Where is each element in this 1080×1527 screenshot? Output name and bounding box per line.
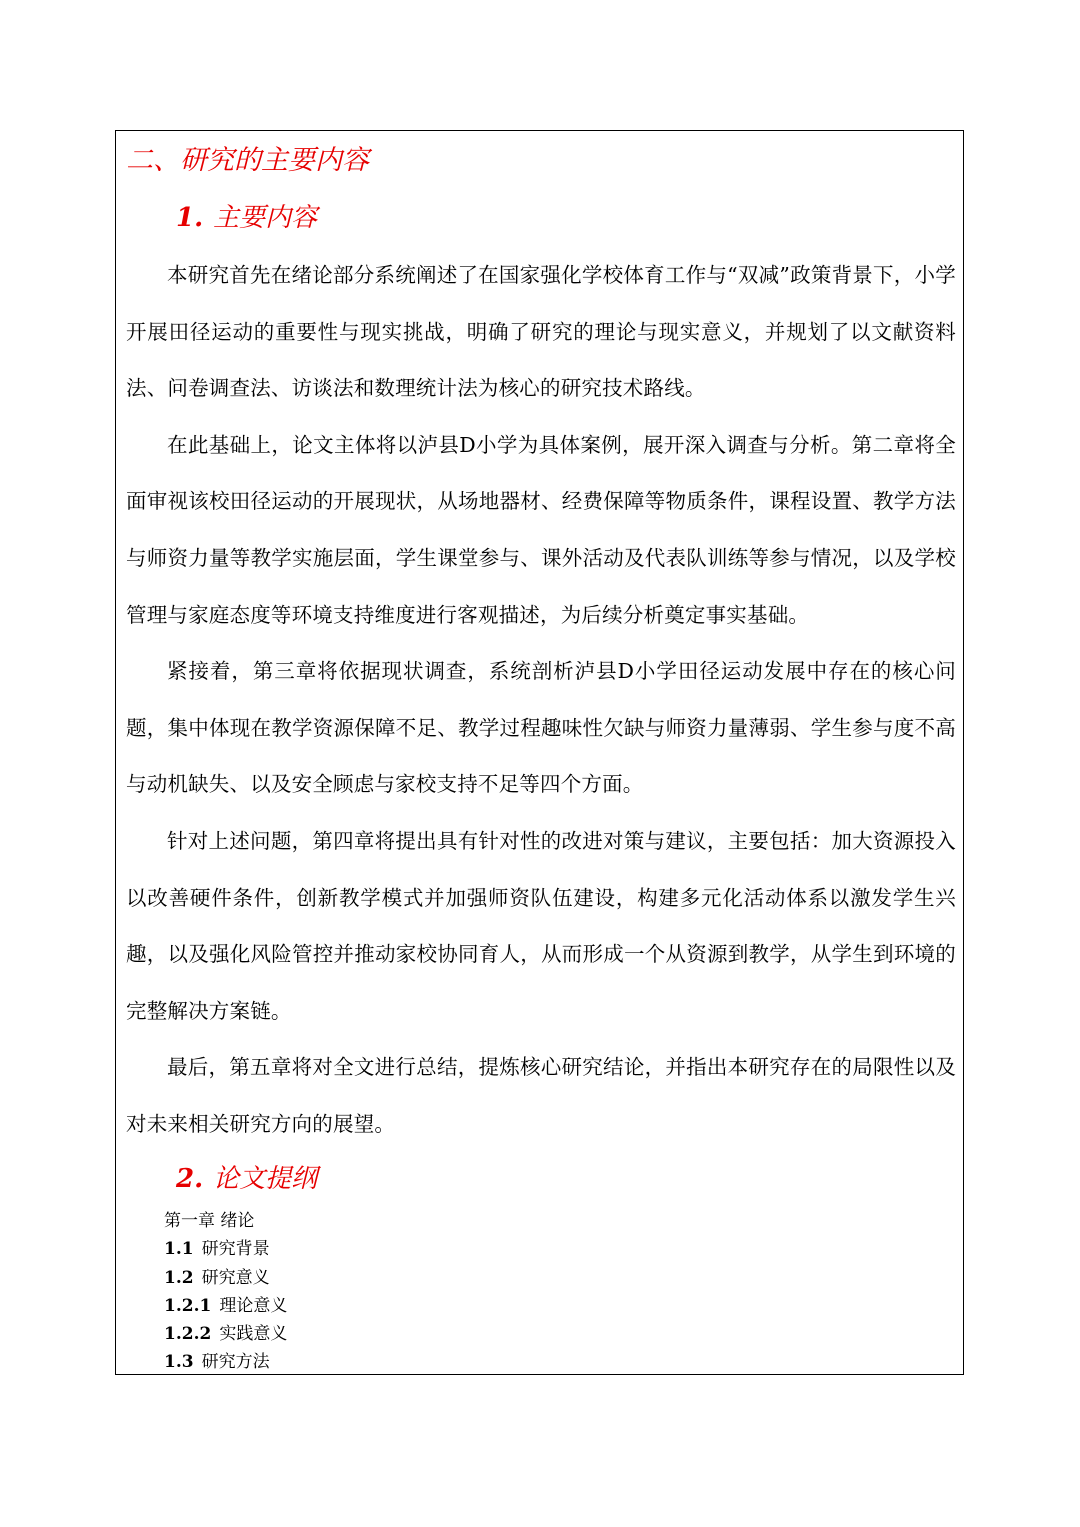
outline-item: [164, 1348, 287, 1376]
paragraph-chapter-four: 针对上述问题，第四章将提出具有针对性的改进对策与建议，主要包括：加大资源投入以改善硬件条件，创新教学模式并加强师资队伍建设，构建多元化活动体系以激发学生兴趣，以及强化风险管控并推动家校协同育人，从而形成一个从资源到教学，从学生到环境的完整解决方案链。: [126, 828, 956, 1023]
paragraph-intro: 本研究首先在绪论部分系统阐述了在国家强化学校体育工作与“双减”政策背景下，小学开展田径运动的重要性与现实挑战，明确了研究的理论与现实意义，并规划了以文献资料法、问卷调查法、访谈法和数理统计法为核心的研究技术路线。: [126, 263, 956, 401]
section-heading: 二、研究的主要内容: [126, 145, 369, 176]
paragraph-chapter-three: 紧接着，第三章将依据现状调查，系统剖析泸县D小学田径运动发展中存在的核心问题，集中体现在教学资源保障不足、教学过程趣味性欠缺与师资力量薄弱、学生参与度不高与动机缺失、以及安全顾虑与家校支持不足等四个方面。: [126, 659, 956, 797]
outline-item-text: 研究意义: [201, 1267, 270, 1288]
outline-heading: [176, 1159, 317, 1199]
outline-item-number: 第一章: [164, 1211, 215, 1231]
outline-item-text: 实践意义: [219, 1324, 288, 1345]
outline-item-text: 绪论: [220, 1211, 255, 1231]
outline-item-number: 1.2.1: [164, 1295, 212, 1316]
outline-item-number: 1.3: [164, 1352, 194, 1373]
paragraph-chapter-five: 最后，第五章将对全文进行总结，提炼核心研究结论，并指出本研究存在的局限性以及对未来相关研究方向的展望。: [126, 1055, 956, 1136]
outline-item-number: 1.2: [164, 1267, 194, 1288]
main-content-number: 1.: [176, 203, 204, 233]
outline-item-text: 研究背景: [201, 1239, 270, 1260]
outline-number: 2.: [176, 1164, 204, 1194]
outline-list: [164, 1207, 287, 1377]
outline-item: [164, 1264, 287, 1292]
outline-item-text: 研究方法: [201, 1352, 270, 1373]
outline-item: [164, 1292, 287, 1320]
paragraph-chapter-two: 在此基础上，论文主体将以泸县D小学为具体案例，展开深入调查与分析。第二章将全面审视该校田径运动的开展现状，从场地器材、经费保障等物质条件，课程设置、教学方法与师资力量等教学实施层面，学生课堂参与、课外活动及代表队训练等参与情况，以及学校管理与家庭态度等环境支持维度进行客观描述，为后续分析奠定事实基础。: [126, 432, 956, 627]
main-content-title: 主要内容: [213, 203, 318, 233]
outline-item-text: 理论意义: [219, 1295, 288, 1316]
outline-item-number: 1.2.2: [164, 1324, 212, 1345]
main-content-heading: [176, 198, 317, 238]
outline-item-number: 1.1: [164, 1239, 194, 1260]
outline-item: [164, 1235, 287, 1263]
outline-title: 论文提纲: [213, 1164, 318, 1194]
outline-item: [164, 1207, 287, 1235]
outline-item: [164, 1320, 287, 1348]
main-content-body: [126, 247, 956, 1153]
content-frame: [115, 130, 964, 1375]
